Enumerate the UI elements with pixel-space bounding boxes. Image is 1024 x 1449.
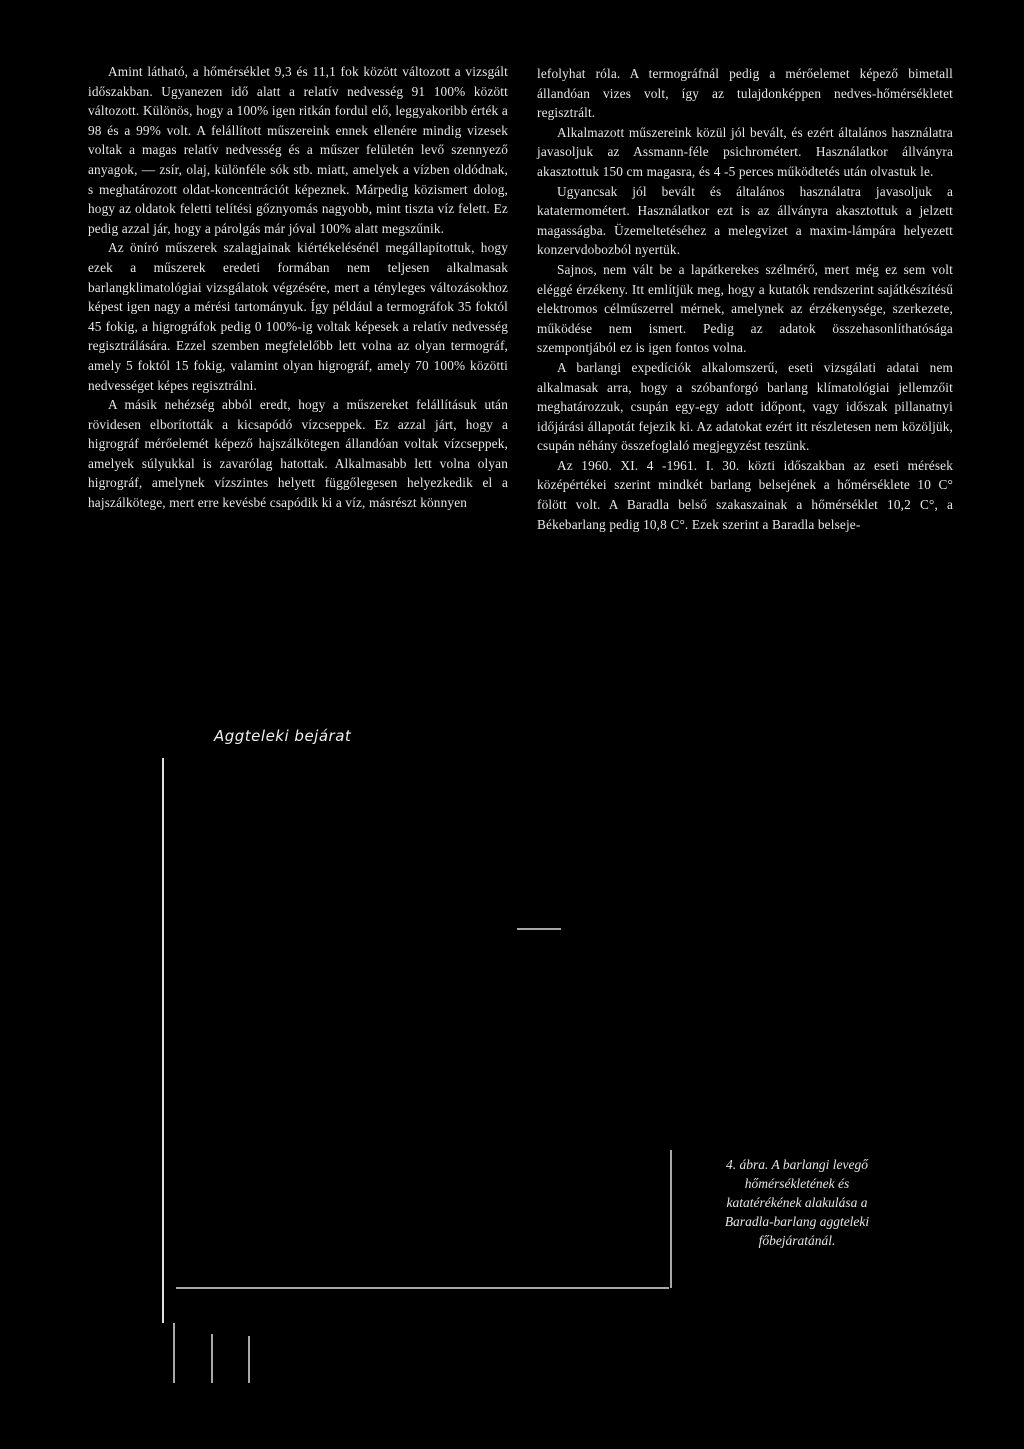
paragraph: Az öníró műszerek szalagjainak kiértékelésénél megállapítottuk, hogy ezek a műszerek eredeti formában nem teljesen alkalmasak barlangklimatológiai vizsgálatok végzésére, mert a tényleges változásokhoz képest igen nagy a mérési tartományuk. Így például a termográfok 35 foktól 45 fokig, a higrográfok pedig 0 100%-ig voltak képesek a relatív nedvesség regisztrálására. Ezzel szemben megfelelőbb lett volna az olyan termográf, amely 5 foktól 15 fokig, valamint olyan higrográf, amely 70 100% közötti nedvességet képes regisztrálni.	[88, 240, 508, 393]
figure-title: Aggteleki bejárat	[214, 727, 352, 745]
paragraph: lefolyhat róla. A termográfnál pedig a mérőelemet képező bimetall állandóan vizes volt, így az tulajdonképpen nedves-hőmérsékletet regisztrált.	[537, 66, 953, 121]
figure-caption: 4. ábra. A barlangi levegő hőmérsékletének és katatérékének alakulása a Baradla-barlang aggteleki főbejáratánál.	[724, 1157, 870, 1248]
paragraph: Alkalmazott műszereink közül jól bevált, és ezért általános használatra javasoljuk az Assmann-féle psichrométert. Használatkor állványra akasztottuk 150 cm magasra, és 4 -5 perces működtetés után olvastuk le.	[537, 124, 953, 179]
paragraph: Sajnos, nem vált be a lapátkerekes szélmérő, mert még ez sem volt eléggé érzékeny. Itt említjük meg, hogy a kutatók rendszerint sajátkészítésű elektromos célműszerrel mérnek, amelynek az érzékenysége, szerkezete, működése nem ismert. Pedig az adatok összehasonlíthatósága szempontjából ez is igen fontos volna.	[537, 261, 953, 356]
paragraph: Az 1960. XI. 4 -1961. I. 30. közti időszakban az eseti mérések középértékei szerint mindkét barlang belsejének a hőmérséklete 10 C° fölött volt. A Baradla belső szakaszainak a hőmérséklet 10,2 C°, a Békebarlang pedig 10,8 C°. Ezek szerint a Baradla belseje-	[537, 457, 953, 532]
paragraph: A másik nehézség abból eredt, hogy a műszereket felállításuk után rövidesen elborították a kicsapódó vízcseppek. Ez azzal járt, hogy a higrográf mérőelemét képező hajszálkötegen állandóan voltak vízcseppek, amelyek súlyukkal is zavarólag hatottak. Alkalmasabb lett volna olyan higrográf, amelynek vízszintes helyett függőlegesen helyezkedik el a hajszálkötege, mert erre kevésbé csapódik ki a víz, másrészt könnyen	[88, 397, 508, 511]
right-text-column	[537, 64, 953, 534]
paragraph: Ugyancsak jól bevált és általános használatra javasoljuk a katatermométert. Használatkor ezt is az állványra akasztottuk a jelzett magasságba. Üzemeltetéséhez a melegvizet a maxim-lámpára helyezett konzervdobozból nyertük.	[537, 183, 953, 258]
paragraph: Amint látható, a hőmérséklet 9,3 és 11,1 fok között változott a vizsgált időszakban. Ugyanezen idő alatt a relatív nedvesség 91 100% között változott. Különös, hogy a 100% igen ritkán fordul elő, leggyakoribb érték a 98 és a 99% volt. A felállított műszereink ennek ellenére mindig vizesek voltak a magas relatív nedvesség és a műszer felületén levő szennyező anyagok, — zsír, olaj, különféle sók stb. miatt, amelyek a vízben oldódnak, s meghatározott oldat-koncentrációt képeznek. Márpedig közismert dolog, hogy az oldatok feletti telítési gőznyomás nagyobb, mint tiszta víz felett. Ez pedig azzal jár, hogy a párolgás már jóval 100% alatt megszűnik.	[88, 64, 508, 236]
left-text-column	[88, 62, 508, 513]
paragraph: A barlangi expedíciók alkalomszerű, eseti vizsgálati adatai nem alkalmasak arra, hogy a szóbanforgó barlang klímatológiai jellemzőit meghatározzuk, csupán egy-egy adott időpont, vagy időszak pillanatnyi időjárási állapotát fejezik ki. Az adatokat ezért itt részletesen nem közöljük, csupán néhány összefoglaló megjegyzést teszünk.	[537, 359, 953, 454]
